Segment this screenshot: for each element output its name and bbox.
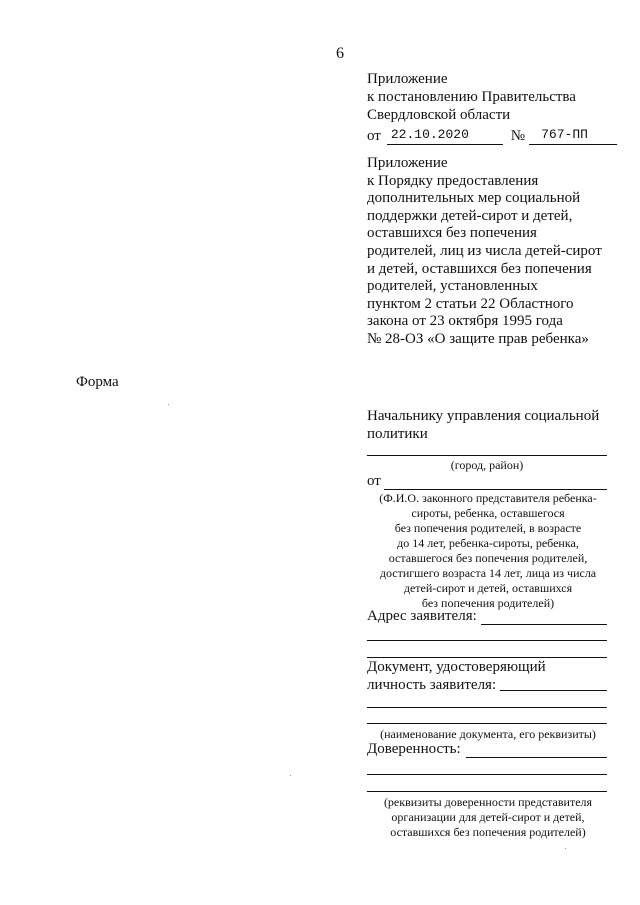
caption-line: без попечения родителей) (421, 596, 555, 610)
proxy-caption (364, 795, 612, 840)
scan-speck (168, 404, 169, 405)
from-label: от (367, 473, 381, 489)
caption-line: (реквизиты доверенности представителя (383, 795, 593, 809)
appendix-procedure-block (367, 155, 617, 349)
proxy-fill-line-3[interactable] (367, 791, 607, 792)
identity-fill-line-3[interactable] (367, 723, 607, 724)
appendix-line: дополнительных мер социальной (367, 190, 581, 207)
caption-line: сироты, ребенка, оставшегося (411, 506, 565, 520)
proxy-fill-line-2[interactable] (367, 774, 607, 775)
caption-line: до 14 лет, ребенка-сироты, ребенка, (397, 536, 579, 550)
identity-fill-line-2[interactable] (367, 707, 607, 708)
form-label: Форма (76, 374, 119, 390)
appendix-line: оставшихся без попечения (367, 225, 537, 242)
appendix-line: родителей, лиц из числа детей-сирот (367, 242, 602, 259)
appendix-line: к постановлению Правительства (367, 89, 576, 105)
caption-line: оставшегося без попечения родителей, (388, 551, 588, 565)
caption-line: достигшего возраста 14 лет, лица из числа (379, 566, 597, 580)
identity-label-line: Документ, удостоверяющий (367, 659, 546, 675)
number-prefix: № (510, 128, 526, 144)
appendix-line: родителей, установленных (367, 278, 538, 295)
appendix-title: Приложение (367, 71, 448, 87)
caption-line: без попечения родителей, в возрасте (394, 521, 582, 535)
date-prefix: от (367, 128, 381, 144)
address-fill-line[interactable] (481, 624, 607, 625)
resolution-number: 767-ПП (529, 126, 617, 145)
address-fill-line-2[interactable] (367, 640, 607, 641)
addressee-line: Начальнику управления социальной (367, 408, 600, 424)
date-number-row (367, 126, 617, 145)
identity-label-line: личность заявителя: (367, 677, 497, 693)
identity-document-block (367, 658, 617, 694)
scan-speck (290, 775, 291, 776)
appendix-resolution-block (367, 70, 617, 145)
caption-line: оставшихся без попечения родителей) (390, 825, 586, 839)
addressee-line: политики (367, 426, 428, 442)
applicant-caption (364, 491, 612, 611)
resolution-date: 22.10.2020 (387, 126, 503, 145)
address-label: Адрес заявителя: (367, 608, 477, 624)
proxy-label: Доверенность: (367, 741, 461, 757)
identity-caption: (наименование документа, его реквизиты) (380, 727, 596, 741)
appendix-line: № 28-ОЗ «О защите прав ребенка» (367, 330, 589, 347)
caption-line: детей-сирот и детей, оставшихся (403, 581, 573, 595)
appendix-line: и детей, оставшихся без попечения (367, 260, 592, 277)
proxy-fill-line[interactable] (466, 757, 607, 758)
identity-fill-line[interactable] (500, 690, 607, 691)
appendix-line: Свердловской области (367, 107, 511, 123)
applicant-fill-line[interactable] (384, 489, 607, 490)
page-number: 6 (336, 45, 344, 62)
city-fill-line[interactable] (367, 455, 607, 456)
appendix-line: пунктом 2 статьи 22 Областного (367, 295, 574, 312)
city-caption: (город, район) (450, 458, 524, 472)
caption-line: (Ф.И.О. законного представителя ребенка- (379, 491, 597, 505)
appendix-title: Приложение (367, 155, 448, 171)
appendix-line: поддержки детей-сирот и детей, (367, 207, 573, 224)
scan-speck (565, 848, 566, 849)
appendix-line: закона от 23 октября 1995 года (367, 313, 563, 330)
caption-line: организации для детей-сирот и детей, (391, 810, 585, 824)
appendix-line: к Порядку предоставления (367, 172, 539, 189)
addressee-block (367, 407, 617, 443)
